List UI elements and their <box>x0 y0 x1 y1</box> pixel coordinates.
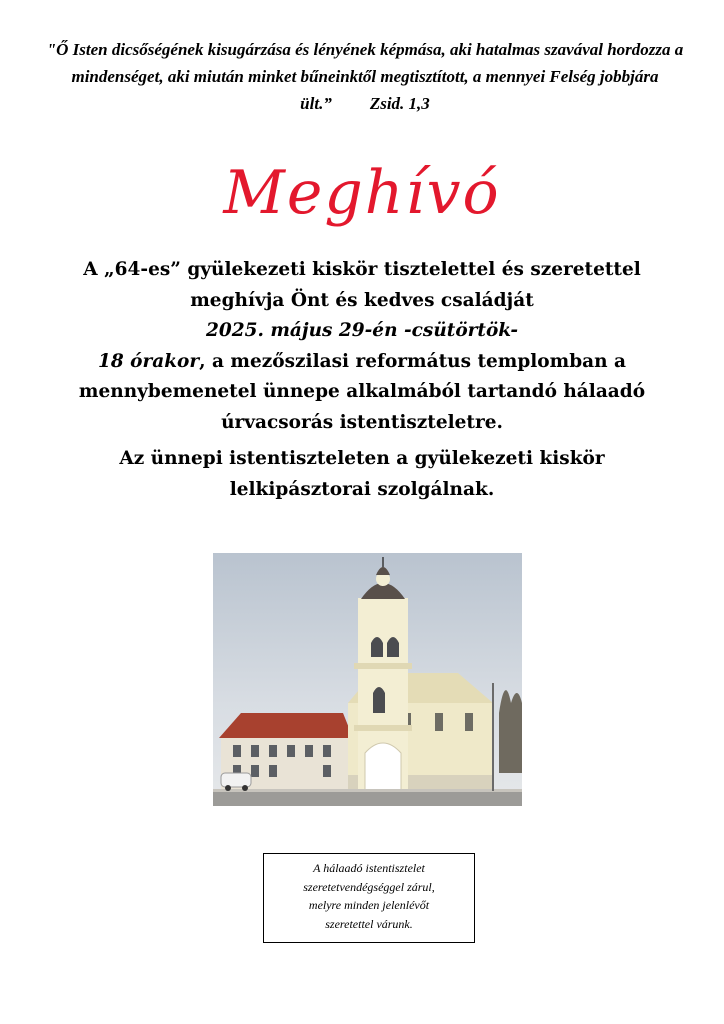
note-line-3: melyre minden jelenlévőt <box>308 898 430 912</box>
invitation-date-line <box>60 316 664 347</box>
invitation-line-3 <box>60 347 664 439</box>
note-box <box>263 853 475 943</box>
quote-text: "Ő Isten dicsőségének kisugárzása és lényének képmása, aki hatalmas szavával hordozza a mindenséget, aki miután minket bűneinktől megtisztított, a mennyei Felség jobbjára ült.” <box>46 40 684 113</box>
church-illustration <box>213 553 522 806</box>
note-line-2: szeretetvendégséggel zárul, <box>303 879 435 894</box>
event-description: , a mezőszilasi református templomban a mennybemenetel ünnepe alkalmából tartandó hálaadó úrvacsorás istentiszteletre. <box>78 350 646 433</box>
bible-quote <box>40 36 690 117</box>
invitation-text <box>60 255 664 505</box>
event-date: 2025. május 29-én -csütörtök- <box>205 320 519 341</box>
event-time: 18 órakor <box>97 350 200 372</box>
quote-reference: Zsid. 1,3 <box>369 94 430 113</box>
note-line-4: szeretettel várunk. <box>325 916 413 931</box>
page-title: Meghívó <box>223 158 501 228</box>
invitation-line-1: A „64-es” gyülekezeti kiskör tisztelettel és szeretettel meghívja Önt és kedves családját <box>83 259 641 311</box>
invitation-line-4: Az ünnepi istentiszteleten a gyülekezeti kiskör lelkipásztorai szolgálnak. <box>119 448 605 500</box>
church-photo <box>213 553 522 806</box>
note-line-1: A hálaadó istentisztelet <box>313 861 425 875</box>
